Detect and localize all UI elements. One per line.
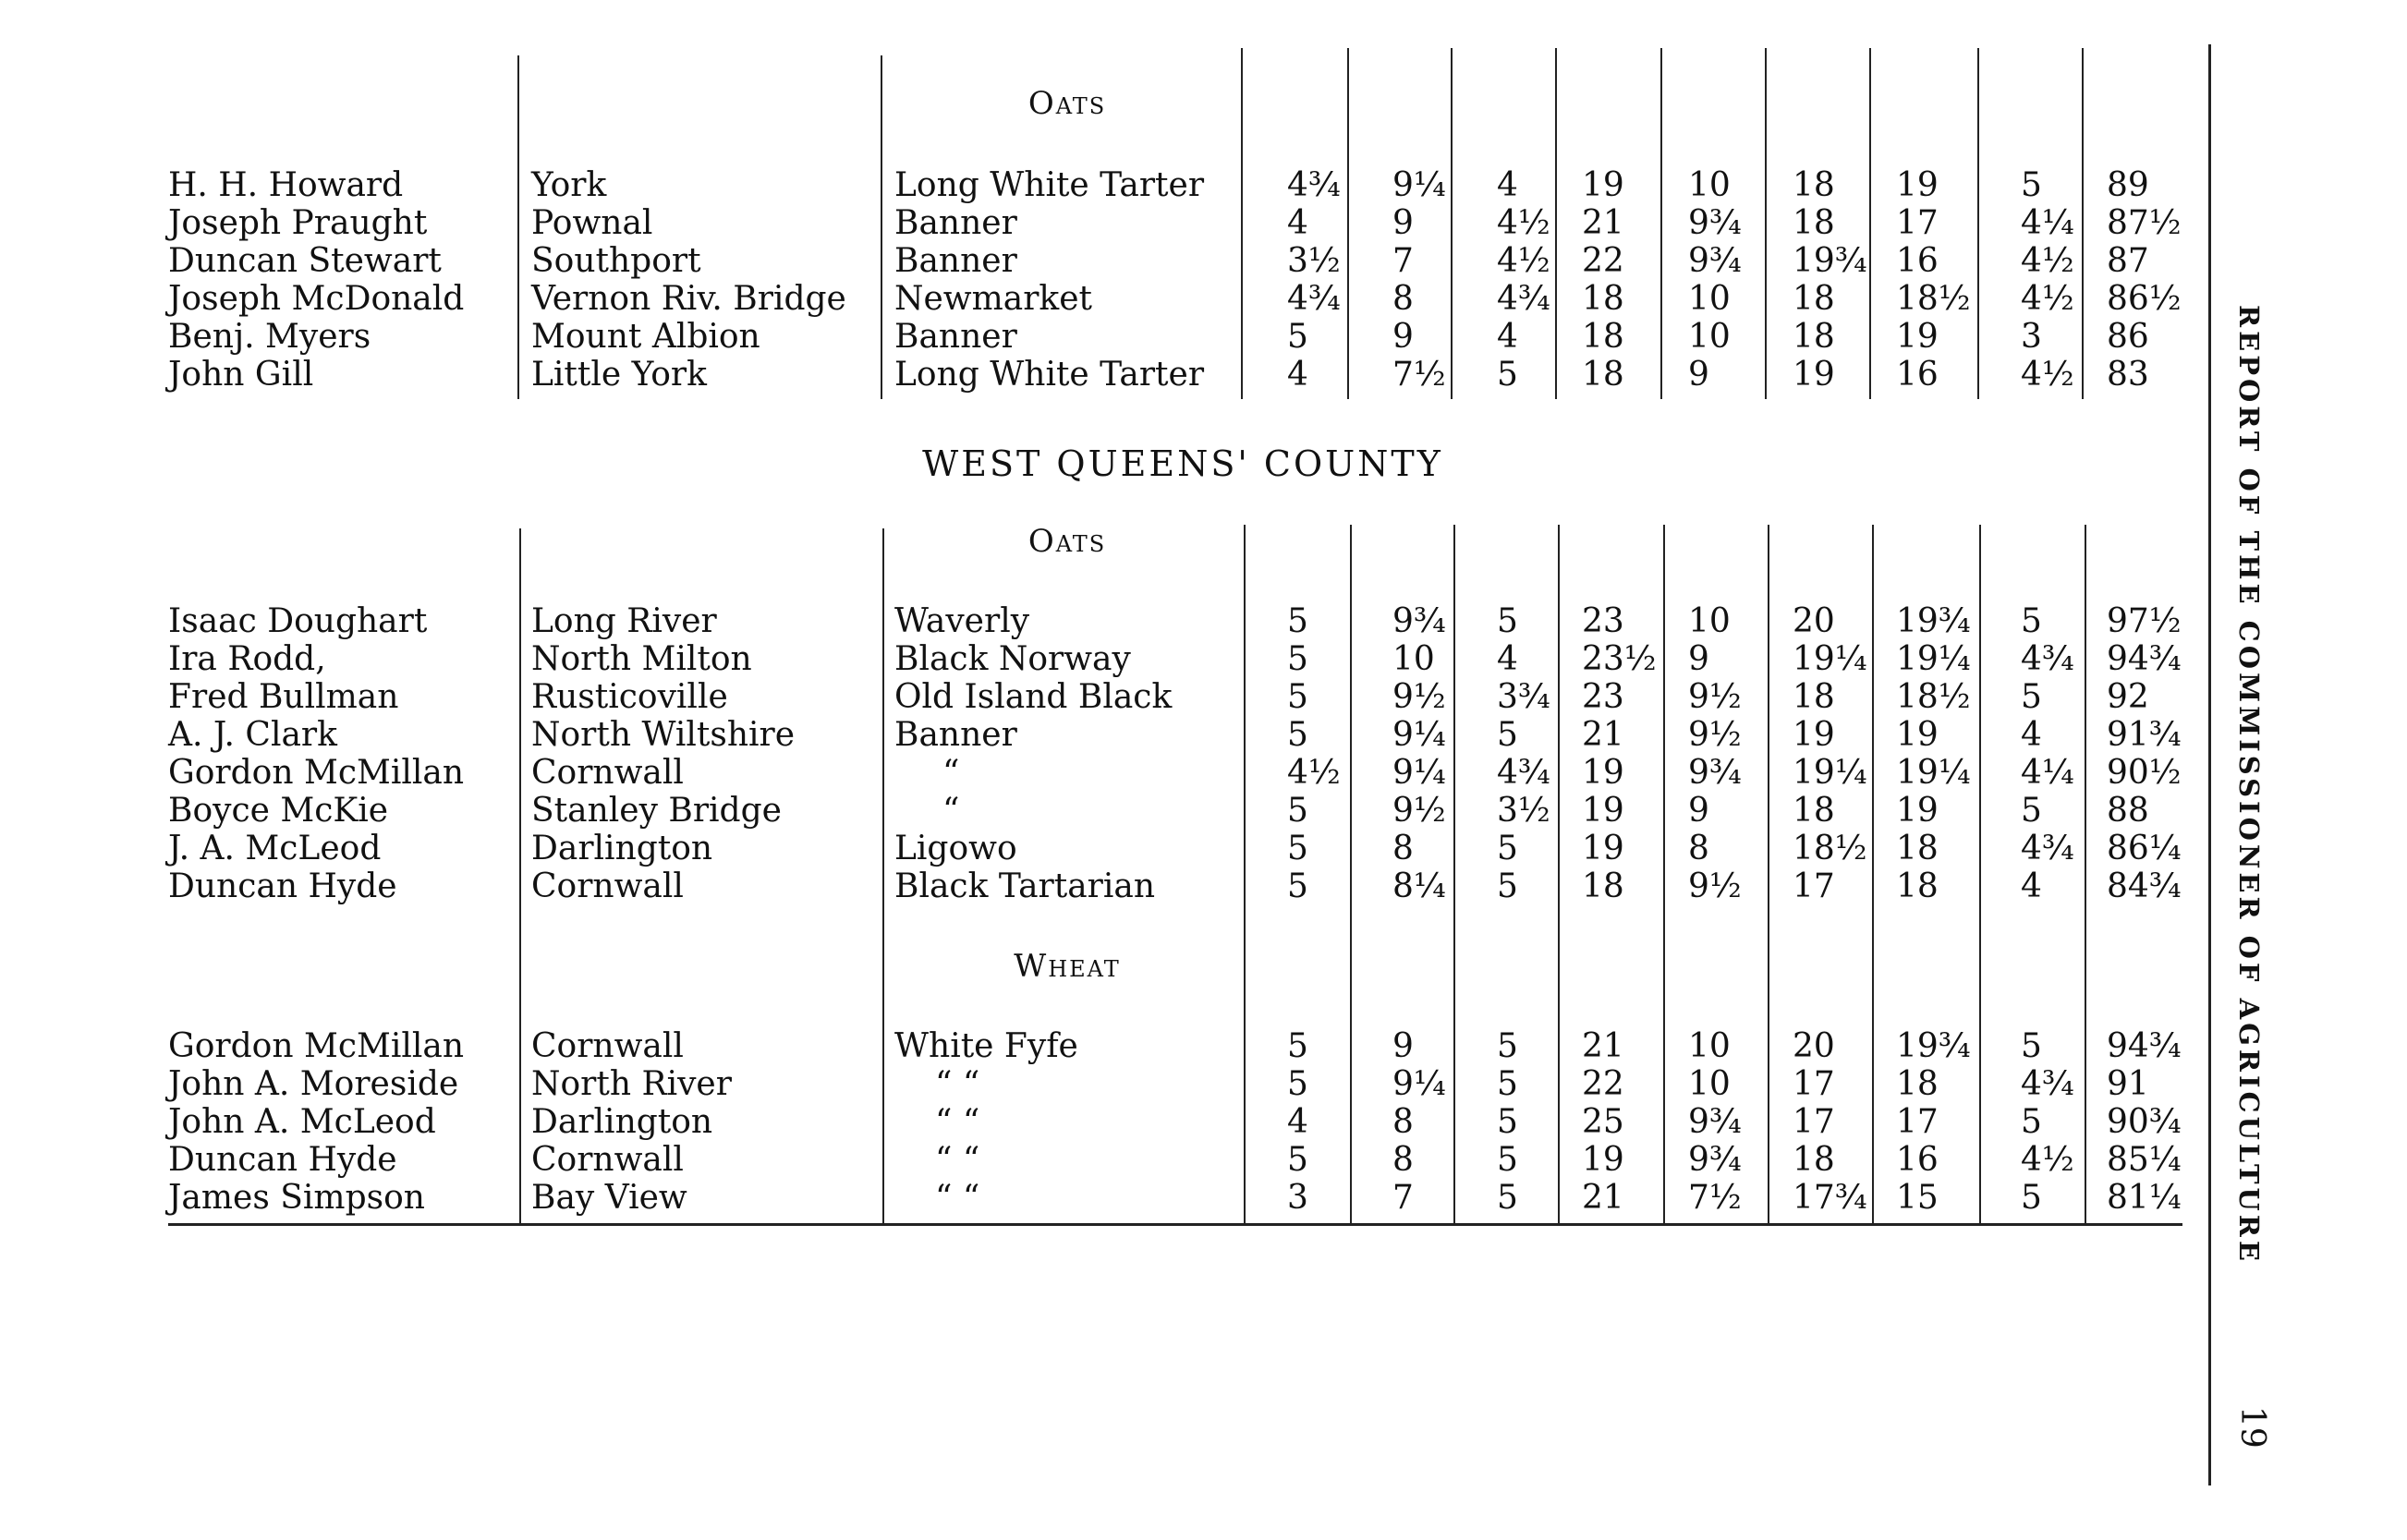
variety: Newmarket: [894, 280, 1093, 318]
score: 4½: [1287, 754, 1341, 792]
score: 4: [2021, 716, 2042, 754]
score: 21: [1582, 716, 1624, 754]
score: 4¾: [1287, 166, 1341, 204]
score: 5: [2021, 792, 2042, 830]
variety: “ “: [935, 1141, 980, 1179]
score: 5: [1497, 1103, 1518, 1141]
score: 17: [1896, 1103, 1939, 1141]
grower-name: J. A. McLeod: [168, 830, 382, 867]
grower-name: Benj. Myers: [168, 318, 371, 356]
grower-name: John Gill: [168, 356, 314, 394]
total-score: 87: [2107, 242, 2149, 280]
address: Cornwall: [531, 867, 684, 905]
score: 5: [1497, 716, 1518, 754]
score: 5: [2021, 1179, 2042, 1217]
grower-name: Gordon McMillan: [168, 754, 465, 792]
grower-name: H. H. Howard: [168, 166, 404, 204]
score: 19: [1582, 830, 1624, 867]
score: 9: [1392, 204, 1414, 242]
address: York: [531, 166, 607, 204]
score: 17: [1793, 1103, 1835, 1141]
score: 4¾: [2021, 830, 2074, 867]
score: 5: [1287, 792, 1308, 830]
total-score: 85¼: [2107, 1141, 2182, 1179]
score: 19¼: [1896, 754, 1971, 792]
table-row: [0, 602, 2218, 641]
score: 21: [1582, 204, 1624, 242]
score: 4½: [2021, 280, 2074, 318]
total-score: 83: [2107, 356, 2149, 394]
score: 3: [2021, 318, 2042, 356]
grower-name: Isaac Doughart: [168, 602, 428, 640]
score: 4½: [2021, 356, 2074, 394]
address: Mount Albion: [531, 318, 760, 356]
total-score: 91: [2107, 1065, 2149, 1103]
score: 21: [1582, 1027, 1624, 1065]
address: Bay View: [531, 1179, 687, 1217]
score: 9½: [1688, 678, 1742, 716]
score: 4¼: [2021, 204, 2074, 242]
score: 19¾: [1793, 242, 1867, 280]
score: 16: [1896, 242, 1939, 280]
table-row: [0, 1179, 2218, 1218]
table-row: [0, 1103, 2218, 1142]
score: 16: [1896, 356, 1939, 394]
grower-name: Duncan Stewart: [168, 242, 442, 280]
total-score: 81¼: [2107, 1179, 2182, 1217]
table-row: [0, 242, 2218, 281]
score: 3: [1287, 1179, 1308, 1217]
score: 17: [1793, 867, 1835, 905]
score: 19¾: [1896, 602, 1971, 640]
score: 18: [1582, 280, 1624, 318]
score: 19: [1582, 166, 1624, 204]
score: 9: [1688, 640, 1709, 678]
score: 4½: [1497, 204, 1550, 242]
score: 23½: [1582, 640, 1657, 678]
table-row: [0, 678, 2218, 717]
table-row: [0, 318, 2218, 357]
table-row: [0, 754, 2218, 793]
score: 18: [1582, 356, 1624, 394]
score: 10: [1392, 640, 1435, 678]
score: 8: [1688, 830, 1709, 867]
total-score: 94¾: [2107, 640, 2182, 678]
variety: Banner: [894, 204, 1017, 242]
score: 20: [1793, 602, 1835, 640]
score: 18: [1896, 867, 1939, 905]
score: 9: [1392, 318, 1414, 356]
score: 8: [1392, 280, 1414, 318]
total-score: 91¾: [2107, 716, 2182, 754]
total-score: 86½: [2107, 280, 2182, 318]
address: Cornwall: [531, 754, 684, 792]
section-heading-oats: Oats: [1027, 85, 1107, 122]
score: 8: [1392, 1141, 1414, 1179]
score: 18: [1793, 166, 1835, 204]
score: 18: [1582, 318, 1624, 356]
score: 19: [1896, 716, 1939, 754]
page-number: 19: [2233, 1406, 2271, 1449]
score: 9: [1392, 1027, 1414, 1065]
variety: Black Norway: [894, 640, 1131, 678]
score: 8: [1392, 1103, 1414, 1141]
grower-name: Duncan Hyde: [168, 1141, 397, 1179]
variety: Old Island Black: [894, 678, 1173, 716]
score: 4½: [1497, 242, 1550, 280]
score: 10: [1688, 602, 1731, 640]
table-row: [0, 280, 2218, 319]
score: 4¾: [1287, 280, 1341, 318]
variety: White Fyfe: [894, 1027, 1078, 1065]
score: 19¼: [1793, 640, 1867, 678]
table-row: [0, 792, 2218, 831]
score: 9½: [1392, 678, 1446, 716]
score: 5: [1497, 1141, 1518, 1179]
score: 17¾: [1793, 1179, 1867, 1217]
table-row: [0, 640, 2218, 679]
score: 5: [1497, 830, 1518, 867]
score: 18½: [1793, 830, 1867, 867]
table-row: [0, 716, 2218, 755]
score: 4¾: [2021, 1065, 2074, 1103]
address: Cornwall: [531, 1027, 684, 1065]
total-score: 90¾: [2107, 1103, 2182, 1141]
score: 5: [1287, 830, 1308, 867]
score: 5: [1287, 678, 1308, 716]
score: 19¼: [1793, 754, 1867, 792]
grower-name: Ira Rodd,: [168, 640, 326, 678]
score: 10: [1688, 318, 1731, 356]
score: 9¾: [1688, 204, 1742, 242]
address: Southport: [531, 242, 701, 280]
score: 4: [1497, 318, 1518, 356]
variety: Waverly: [894, 602, 1030, 640]
grower-name: Gordon McMillan: [168, 1027, 465, 1065]
score: 18½: [1896, 678, 1971, 716]
total-score: 88: [2107, 792, 2149, 830]
score: 7: [1392, 1179, 1414, 1217]
address: North Wiltshire: [531, 716, 796, 754]
total-score: 97½: [2107, 602, 2182, 640]
score: 4: [2021, 867, 2042, 905]
score: 5: [1287, 867, 1308, 905]
score: 5: [1287, 602, 1308, 640]
address: North River: [531, 1065, 732, 1103]
grower-name: James Simpson: [168, 1179, 425, 1217]
score: 9¼: [1392, 754, 1446, 792]
variety: Banner: [894, 716, 1017, 754]
grower-name: Joseph McDonald: [168, 280, 465, 318]
score: 5: [1287, 640, 1308, 678]
score: 10: [1688, 1065, 1731, 1103]
score: 19: [1582, 754, 1624, 792]
variety: “ “: [935, 1179, 980, 1217]
variety: “ “: [935, 1103, 980, 1141]
score: 4: [1497, 166, 1518, 204]
score: 5: [1497, 1179, 1518, 1217]
score: 9½: [1392, 792, 1446, 830]
score: 5: [1287, 716, 1308, 754]
table-row: [0, 830, 2218, 868]
score: 19¼: [1896, 640, 1971, 678]
score: 9¾: [1688, 242, 1742, 280]
score: 5: [1287, 1065, 1308, 1103]
score: 18: [1793, 318, 1835, 356]
total-score: 86: [2107, 318, 2149, 356]
address: Stanley Bridge: [531, 792, 782, 830]
address: Vernon Riv. Bridge: [531, 280, 846, 318]
variety: “ “: [935, 1065, 980, 1103]
score: 18: [1896, 830, 1939, 867]
score: 19: [1896, 318, 1939, 356]
score: 15: [1896, 1179, 1939, 1217]
score: 23: [1582, 602, 1624, 640]
score: 9¼: [1392, 1065, 1446, 1103]
score: 18: [1793, 678, 1835, 716]
score: 22: [1582, 1065, 1624, 1103]
total-score: 84¾: [2107, 867, 2182, 905]
section-heading-oats: Oats: [1027, 523, 1107, 560]
score: 19: [1582, 792, 1624, 830]
grower-name: John A. Moreside: [168, 1065, 459, 1103]
score: 9¾: [1688, 754, 1742, 792]
score: 4: [1287, 356, 1308, 394]
section-heading-wheat: Wheat: [1014, 948, 1121, 985]
total-score: 90½: [2107, 754, 2182, 792]
table-row: [0, 356, 2218, 394]
score: 4: [1287, 204, 1308, 242]
score: 9½: [1688, 867, 1742, 905]
score: 9: [1688, 792, 1709, 830]
score: 18: [1582, 867, 1624, 905]
score: 7½: [1392, 356, 1446, 394]
score: 9¼: [1392, 716, 1446, 754]
variety: “: [942, 792, 960, 830]
score: 18½: [1896, 280, 1971, 318]
score: 19¾: [1896, 1027, 1971, 1065]
score: 5: [2021, 602, 2042, 640]
score: 5: [2021, 678, 2042, 716]
table-bottom-rule: [168, 1223, 2182, 1226]
score: 18: [1793, 280, 1835, 318]
score: 16: [1896, 1141, 1939, 1179]
score: 18: [1793, 792, 1835, 830]
score: 10: [1688, 1027, 1731, 1065]
address: Little York: [531, 356, 707, 394]
score: 18: [1793, 204, 1835, 242]
score: 3½: [1287, 242, 1341, 280]
score: 4½: [2021, 242, 2074, 280]
score: 3¾: [1497, 678, 1550, 716]
score: 19: [1582, 1141, 1624, 1179]
variety: Ligowo: [894, 830, 1017, 867]
table-row: [0, 1141, 2218, 1180]
score: 25: [1582, 1103, 1624, 1141]
score: 17: [1793, 1065, 1835, 1103]
variety: Banner: [894, 318, 1017, 356]
address: Darlington: [531, 1103, 713, 1141]
total-score: 94¾: [2107, 1027, 2182, 1065]
table-row: [0, 1065, 2218, 1104]
score: 5: [1497, 1065, 1518, 1103]
score: 5: [1497, 356, 1518, 394]
total-score: 87½: [2107, 204, 2182, 242]
table-row: [0, 166, 2218, 205]
score: 5: [1287, 318, 1308, 356]
score: 5: [2021, 1027, 2042, 1065]
score: 10: [1688, 166, 1731, 204]
score: 5: [1497, 867, 1518, 905]
score: 5: [1287, 1027, 1308, 1065]
table-row: [0, 867, 2218, 906]
score: 20: [1793, 1027, 1835, 1065]
table-row: [0, 1027, 2218, 1066]
score: 17: [1896, 204, 1939, 242]
variety: Long White Tarter: [894, 356, 1205, 394]
address: Darlington: [531, 830, 713, 867]
variety: Long White Tarter: [894, 166, 1205, 204]
total-score: 86¼: [2107, 830, 2182, 867]
score: 4¾: [1497, 754, 1550, 792]
total-score: 89: [2107, 166, 2149, 204]
score: 9¾: [1392, 602, 1446, 640]
score: 8¼: [1392, 867, 1446, 905]
score: 9: [1688, 356, 1709, 394]
score: 5: [2021, 1103, 2042, 1141]
score: 18: [1793, 1141, 1835, 1179]
score: 10: [1688, 280, 1731, 318]
address: Long River: [531, 602, 717, 640]
score: 19: [1793, 716, 1835, 754]
address: Pownal: [531, 204, 653, 242]
margin-rule: [2208, 44, 2211, 1485]
table-row: [0, 204, 2218, 243]
score: 7½: [1688, 1179, 1742, 1217]
grower-name: Boyce McKie: [168, 792, 389, 830]
score: 9¾: [1688, 1141, 1742, 1179]
score: 4¾: [2021, 640, 2074, 678]
running-head: REPORT OF THE COMMISSIONER OF AGRICULTURE: [2233, 305, 2265, 1266]
county-title: WEST QUEENS' COUNTY: [922, 443, 1443, 484]
grower-name: Duncan Hyde: [168, 867, 397, 905]
variety: Black Tartarian: [894, 867, 1156, 905]
score: 5: [1287, 1141, 1308, 1179]
score: 18: [1896, 1065, 1939, 1103]
score: 4¾: [1497, 280, 1550, 318]
grower-name: John A. McLeod: [168, 1103, 436, 1141]
score: 21: [1582, 1179, 1624, 1217]
score: 19: [1793, 356, 1835, 394]
score: 8: [1392, 830, 1414, 867]
score: 9¼: [1392, 166, 1446, 204]
score: 4½: [2021, 1141, 2074, 1179]
score: 7: [1392, 242, 1414, 280]
score: 5: [1497, 1027, 1518, 1065]
score: 19: [1896, 792, 1939, 830]
address: Cornwall: [531, 1141, 684, 1179]
score: 4: [1287, 1103, 1308, 1141]
grower-name: Joseph Praught: [168, 204, 428, 242]
score: 4¼: [2021, 754, 2074, 792]
score: 9½: [1688, 716, 1742, 754]
score: 19: [1896, 166, 1939, 204]
score: 4: [1497, 640, 1518, 678]
score: 9¾: [1688, 1103, 1742, 1141]
score: 3½: [1497, 792, 1550, 830]
score: 23: [1582, 678, 1624, 716]
variety: “: [942, 754, 960, 792]
variety: Banner: [894, 242, 1017, 280]
total-score: 92: [2107, 678, 2149, 716]
address: North Milton: [531, 640, 752, 678]
grower-name: A. J. Clark: [168, 716, 337, 754]
grower-name: Fred Bullman: [168, 678, 399, 716]
score: 22: [1582, 242, 1624, 280]
score: 5: [2021, 166, 2042, 204]
address: Rusticoville: [531, 678, 728, 716]
score: 5: [1497, 602, 1518, 640]
